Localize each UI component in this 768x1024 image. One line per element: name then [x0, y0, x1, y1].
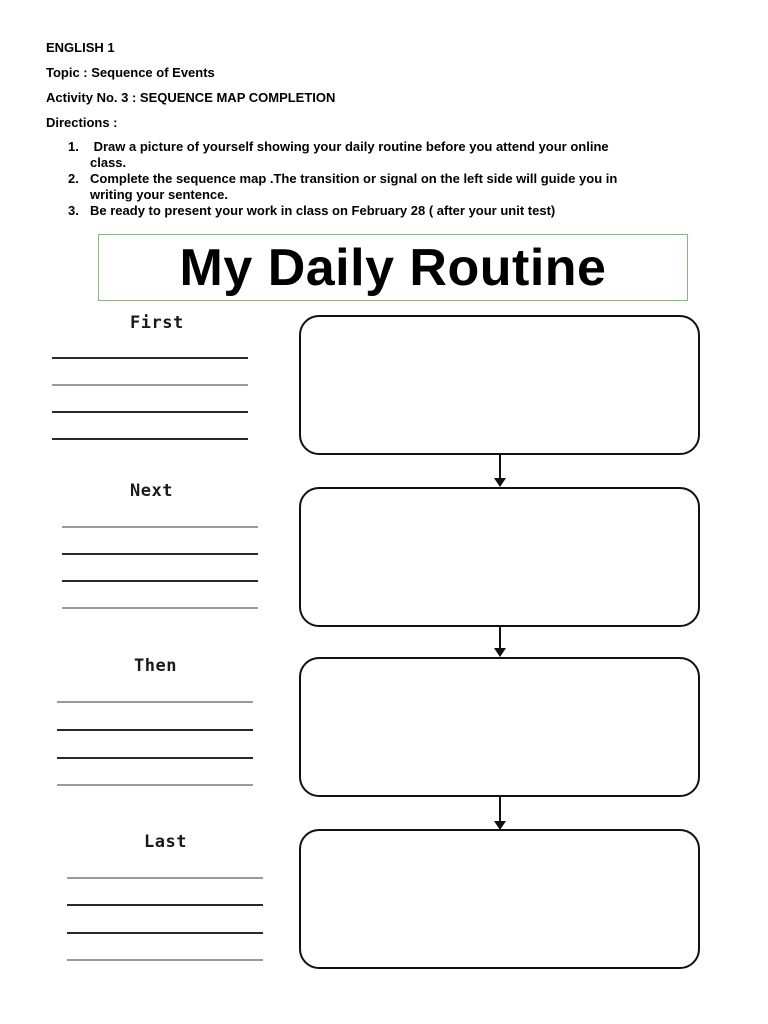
writing-line[interactable] [57, 757, 253, 759]
down-arrow-icon [492, 455, 508, 487]
direction-text: class. [90, 155, 127, 170]
step-label-first: First [130, 313, 184, 333]
direction-text: writing your sentence. [90, 187, 228, 202]
direction-text: Be ready to present your work in class on February 28 ( after your unit test) [90, 203, 556, 218]
writing-line[interactable] [52, 411, 248, 413]
writing-line[interactable] [62, 607, 258, 609]
page-title: My Daily Routine [179, 238, 607, 297]
direction-text: Complete the sequence map .The transition or signal on the left side will guide you in [90, 171, 618, 186]
drawing-box-last[interactable] [299, 829, 700, 969]
direction-number: 2. [68, 171, 79, 186]
drawing-box-then[interactable] [299, 657, 700, 797]
writing-line[interactable] [67, 959, 263, 961]
writing-line[interactable] [52, 357, 248, 359]
writing-line[interactable] [57, 729, 253, 731]
directions-list [64, 139, 724, 219]
course-name: ENGLISH 1 [46, 40, 115, 55]
topic-line: Topic : Sequence of Events [46, 65, 215, 80]
drawing-box-first[interactable] [299, 315, 700, 455]
direction-item [64, 139, 724, 171]
activity-line: Activity No. 3 : SEQUENCE MAP COMPLETION [46, 90, 336, 105]
direction-text: Draw a picture of yourself showing your daily routine before you attend your online [90, 139, 609, 154]
writing-line[interactable] [62, 580, 258, 582]
writing-line[interactable] [67, 904, 263, 906]
writing-line[interactable] [57, 701, 253, 703]
title-box [98, 234, 688, 301]
writing-line[interactable] [52, 438, 248, 440]
step-label-last: Last [144, 832, 187, 852]
down-arrow-icon [492, 627, 508, 657]
writing-line[interactable] [62, 526, 258, 528]
writing-line[interactable] [62, 553, 258, 555]
writing-line[interactable] [67, 932, 263, 934]
step-label-next: Next [130, 481, 173, 501]
writing-line[interactable] [57, 784, 253, 786]
writing-line[interactable] [52, 384, 248, 386]
writing-line[interactable] [67, 877, 263, 879]
direction-number: 1. [68, 139, 79, 154]
down-arrow-icon [492, 797, 508, 830]
drawing-box-next[interactable] [299, 487, 700, 627]
step-label-then: Then [134, 656, 177, 676]
direction-item [64, 203, 724, 219]
direction-item [64, 171, 724, 203]
directions-label: Directions : [46, 115, 118, 130]
direction-number: 3. [68, 203, 79, 218]
